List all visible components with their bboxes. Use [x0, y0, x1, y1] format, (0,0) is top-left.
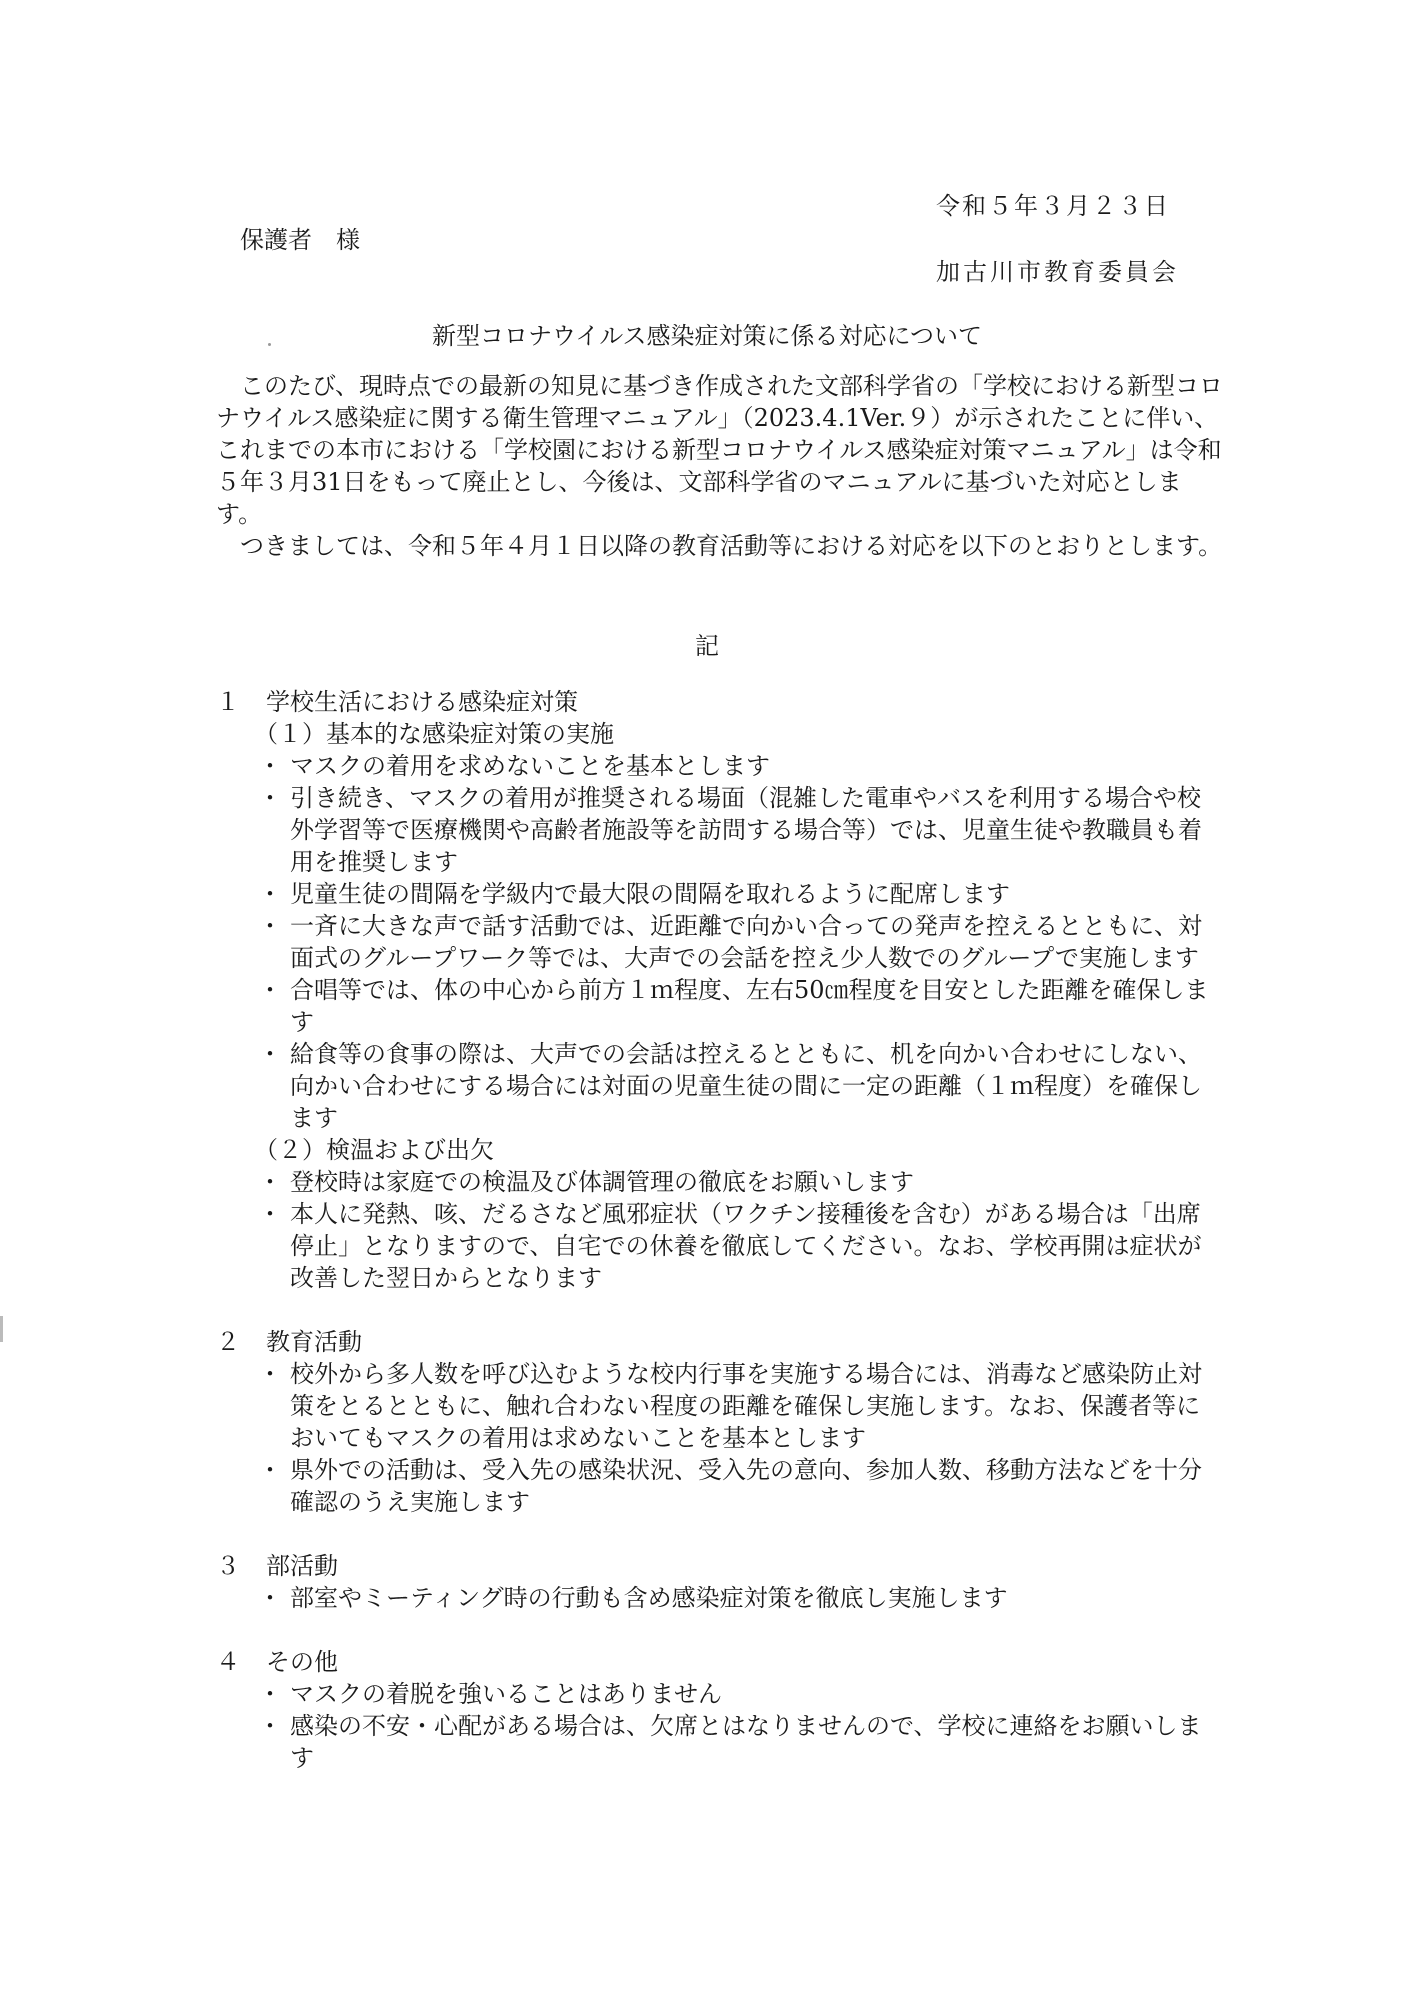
- section-heading: [216, 1550, 1224, 1582]
- document-title: 新型コロナウイルス感染症対策に係る対応について: [431, 322, 983, 350]
- list-item: ・ 本人に発熱、咳、だるさなど風邪症状（ワクチン接種後を含む）がある場合は「出席停止」となりますので、自宅での休養を徹底してください。なお、学校再開は症状が改善した翌日からとなります: [216, 1198, 1224, 1294]
- bullet-list: [216, 750, 1224, 1134]
- list-item: ・ 合唱等では、体の中心から前方１ｍ程度、左右50㎝程度を目安とした距離を確保します: [216, 974, 1224, 1038]
- list-item: ・ 感染の不安・心配がある場合は、欠席とはなりませんので、学校に連絡をお願いします: [216, 1710, 1224, 1774]
- section-1: [216, 686, 1224, 1294]
- section-title: 教育活動: [266, 1328, 362, 1356]
- subsection-title: （２）検温および出欠: [254, 1136, 494, 1164]
- section-number: ２: [216, 1328, 240, 1356]
- section-4: [216, 1646, 1224, 1774]
- section-title: その他: [266, 1648, 338, 1676]
- document-body: [216, 686, 1224, 1774]
- intro-text: [216, 370, 1224, 562]
- section-number: ３: [216, 1552, 240, 1580]
- intro-paragraph: このたび、現時点での最新の知見に基づき作成された文部科学省の「学校における新型コロナウイルス感染症に関する衛生管理マニュアル」（2023.4.1Ver.９）が示されたことに伴い、これまでの本市における「学校園における新型コロナウイルス感染症対策マニュアル」は令和５年３月31日をもって廃止とし、今後は、文部科学省のマニュアルに基づいた対応とします。: [216, 372, 1224, 528]
- list-item: ・ 児童生徒の間隔を学級内で最大限の間隔を取れるように配席します: [216, 878, 1224, 910]
- list-item: ・ マスクの着用を求めないことを基本とします: [216, 750, 1224, 782]
- bullet-list: [216, 1358, 1224, 1518]
- list-item: ・ マスクの着脱を強いることはありません: [216, 1678, 1224, 1710]
- bullet-list: [216, 1166, 1224, 1294]
- section-2: [216, 1326, 1224, 1518]
- scan-speck: [268, 343, 271, 346]
- section-heading: [216, 686, 1224, 718]
- list-item: ・ 給食等の食事の際は、大声での会話は控えるとともに、机を向かい合わせにしない、向かい合わせにする場合には対面の児童生徒の間に一定の距離（１ｍ程度）を確保します: [216, 1038, 1224, 1134]
- section-spacer: [216, 1294, 1224, 1326]
- section-title: 部活動: [266, 1552, 338, 1580]
- section-number: ４: [216, 1648, 240, 1676]
- subsection-title: （１）基本的な感染症対策の実施: [254, 720, 614, 748]
- scan-edge-mark: [0, 1316, 3, 1342]
- section-heading: [216, 1646, 1224, 1678]
- ki-heading: 記: [695, 632, 719, 660]
- section-3: [216, 1550, 1224, 1614]
- section-spacer: [216, 1614, 1224, 1646]
- bullet-list: [216, 1678, 1224, 1774]
- list-item: ・ 県外での活動は、受入先の感染状況、受入先の意向、参加人数、移動方法などを十分確認のうえ実施します: [216, 1454, 1224, 1518]
- sender: 加古川市教育委員会: [936, 258, 1179, 286]
- list-item: ・ 部室やミーティング時の行動も含め感染症対策を徹底し実施します: [216, 1582, 1224, 1614]
- section-heading: [216, 1326, 1224, 1358]
- recipient: 保護者 様: [240, 226, 360, 254]
- intro-paragraph: つきましては、令和５年４月１日以降の教育活動等における対応を以下のとおりとします。: [216, 532, 1223, 560]
- list-item: ・ 一斉に大きな声で話す活動では、近距離で向かい合っての発声を控えるとともに、対面式のグループワーク等では、大声での会話を控え少人数でのグループで実施します: [216, 910, 1224, 974]
- section-spacer: [216, 1518, 1224, 1550]
- list-item: ・ 引き続き、マスクの着用が推奨される場面（混雑した電車やバスを利用する場合や校外学習等で医療機関や高齢者施設等を訪問する場合等）では、児童生徒や教職員も着用を推奨します: [216, 782, 1224, 878]
- section-number: １: [216, 688, 240, 716]
- list-item: ・ 校外から多人数を呼び込むような校内行事を実施する場合には、消毒など感染防止対策をとるとともに、触れ合わない程度の距離を確保し実施します。なお、保護者等においてもマスクの着用は求めないことを基本とします: [216, 1358, 1224, 1454]
- list-item: ・ 登校時は家庭での検温及び体調管理の徹底をお願いします: [216, 1166, 1224, 1198]
- bullet-list: [216, 1582, 1224, 1614]
- section-title: 学校生活における感染症対策: [266, 688, 578, 716]
- document-date: 令和５年３月２３日: [936, 192, 1170, 220]
